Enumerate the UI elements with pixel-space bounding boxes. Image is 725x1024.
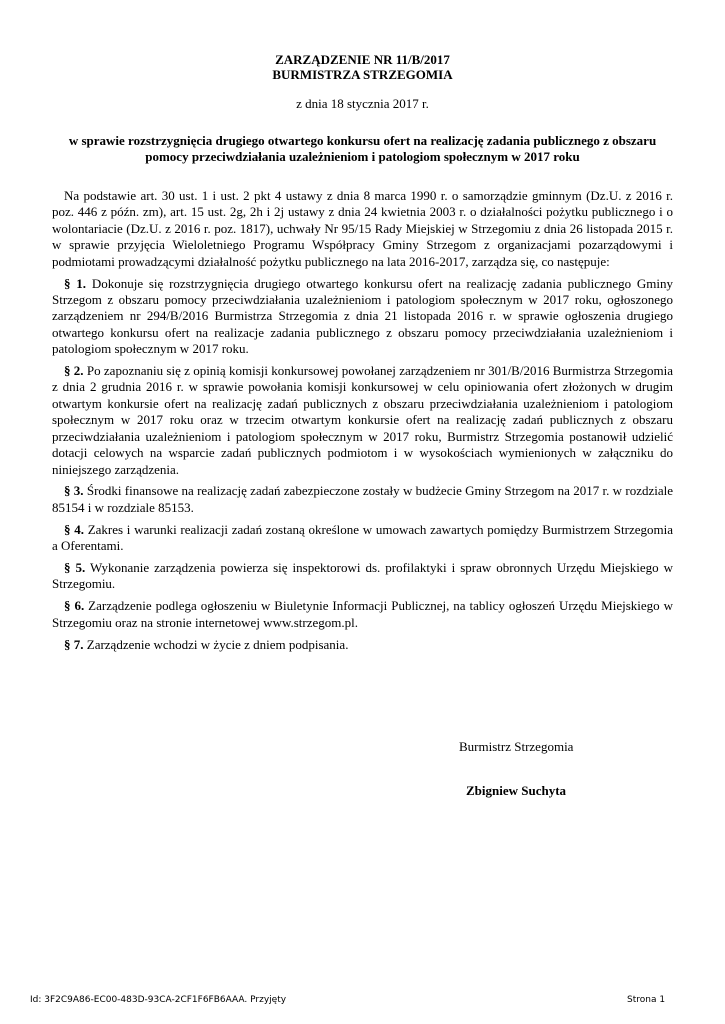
section-mark: § 7.: [64, 636, 84, 652]
document-subject: w sprawie rozstrzygnięcia drugiego otwartego konkursu ofert na realizację zadania publicznego z obszaru pomocy przeciwdziałania uzależnieniom i patologiom społecznym w 2017 roku: [68, 133, 657, 164]
section-3: [52, 483, 673, 516]
document-issuer: BURMISTRZA STRZEGOMIA: [272, 67, 453, 82]
signature-name: Zbigniew Suchyta: [466, 783, 567, 798]
section-mark: § 6.: [64, 598, 85, 614]
section-text: Wykonanie zarządzenia powierza się inspektorowi ds. profilaktyki i spraw obronnych Urzędu Miejskiego w Strzegomiu.: [52, 560, 674, 592]
section-mark: § 3.: [64, 483, 84, 499]
document-page: [30, 0, 674, 1024]
section-5: [52, 560, 673, 593]
section-1: [52, 276, 673, 358]
section-mark: § 5.: [64, 560, 86, 576]
section-2: [52, 363, 673, 478]
document-title: ZARZĄDZENIE NR 11/B/2017: [275, 52, 450, 67]
section-mark: § 1.: [64, 275, 87, 291]
section-4: [52, 522, 673, 555]
section-mark: § 2.: [64, 363, 84, 379]
section-text: Zarządzenie wchodzi w życie z dniem podpisania.: [86, 636, 349, 652]
footer-document-id: Id: 3F2C9A86-EC00-483D-93CA-2CF1F6FB6AAA. Przyjęty: [30, 995, 287, 1005]
preamble: Na podstawie art. 30 ust. 1 i ust. 2 pkt 4 ustawy z dnia 8 marca 1990 r. o samorządzie gminnym (Dz.U. z 2016 r. poz. 446 z późn. zm), art. 15 ust. 2g, 2h i 2j ustawy z dnia 24 kwietnia 2003 r. o działalności pożytku publicznego i o wolontariacie (Dz.U. z 2016 r. poz. 1817), uchwały Nr 95/15 Rady Miejskiej w Strzegomiu z dnia 26 listopada 2015 r. w sprawie przyjęcia Wieloletniego Programu Współpracy Gminy Strzegom z organizacjami pozarządowymi i podmiotami prowadzącymi działalność pożytku publicznego na lata 2016-2017, zarządza się, co następuje:: [52, 188, 673, 269]
section-text: Zakres i warunki realizacji zadań zostaną określone w umowach zawartych pomiędzy Burmistrzem Strzegomia a Oferentami.: [52, 521, 674, 554]
document-date: z dnia 18 stycznia 2017 r.: [296, 96, 429, 111]
signature-role: Burmistrz Strzegomia: [459, 739, 574, 754]
section-text: Środki finansowe na realizację zadań zabezpieczone zostały w budżecie Gminy Strzegom na 2017 r. w rozdziale 85154 i w rozdziale 85153.: [52, 483, 673, 515]
section-text: Zarządzenie podlega ogłoszeniu w Biuletynie Informacji Publicznej, na tablicy ogłoszeń Urzędu Miejskiego w Strzegomiu oraz na stronie internetowej www.strzegom.pl.: [52, 598, 674, 630]
section-mark: § 4.: [64, 521, 84, 537]
footer-page-number: Strona 1: [627, 995, 666, 1005]
section-text: Dokonuje się rozstrzygnięcia drugiego otwartego konkursu ofert na realizację zadania publicznego Gminy Strzegom z obszaru pomocy przeciwdziałania uzależnieniom i patologiom społecznym w 2017 roku, ogłoszonego zarządzeniem nr 294/B/2016 Burmistrza Strzegomia z dnia 21 listopada 2016 r. w sprawie ogłoszenia drugiego otwartego konkursu ofert na realizacje zadania publicznego z obszaru pomocy przeciwdziałania uzależnieniom i patologiom społecznym w 2017 roku.: [52, 275, 673, 357]
section-text: Po zapoznaniu się z opinią komisji konkursowej powołanej zarządzeniem nr 301/B/2016 Burmistrza Strzegomia z dnia 2 grudnia 2016 r. w sprawie powołania komisji konkursowej w celu opiniowania ofert złożonych w drugim otwartym konkursie ofert na realizację zadań publicznych z obszaru przeciwdziałania uzależnieniom i patologiom społecznym w 2017 roku oraz w trzecim otwartym konkursie ofert na realizację zadań publicznych z obszaru przeciwdziałania uzależnieniom i patologiom społecznym w 2017 roku, Burmistrz Strzegomia postanowił udzielić dotacji celowych na wsparcie zadań publicznych podmiotom i w wysokościach wymienionych w załączniku do niniejszego zarządzenia.: [52, 363, 674, 477]
section-6: [52, 598, 673, 631]
document-body: [52, 188, 673, 659]
section-7: [52, 637, 673, 653]
